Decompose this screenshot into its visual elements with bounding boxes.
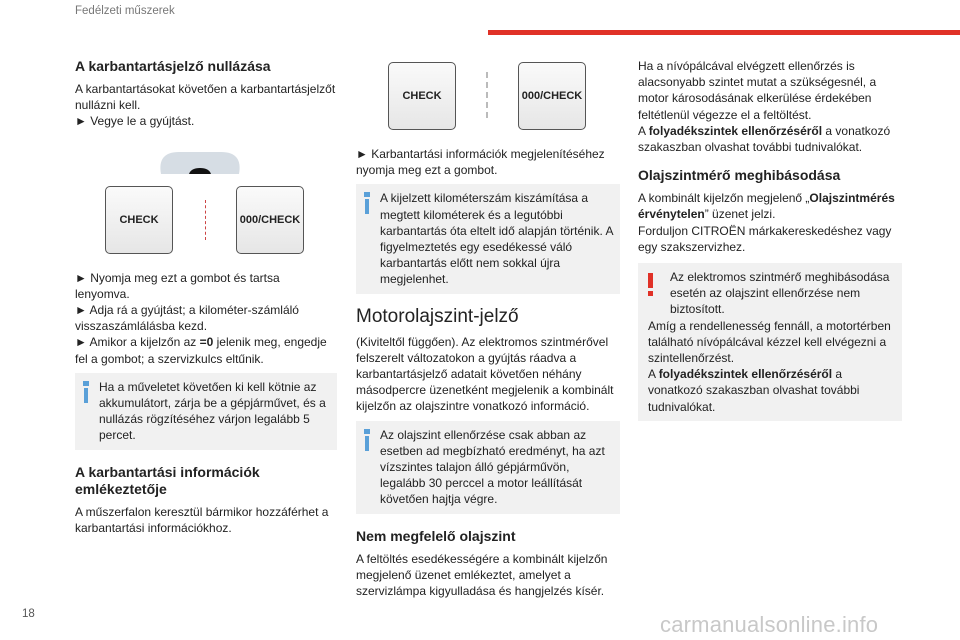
paragraph: ► Karbantartási információk megjelenítéséhez nyomja meg ezt a gombot. [356, 147, 605, 178]
button-illustration [356, 62, 620, 136]
check-button-illustration: CHECK [388, 62, 456, 130]
warning-note: Az elektromos szintmérő meghibásodása esetén az olajszint ellenőrzése nem biztosított. Amíg a rendellenesség fennáll, a motortérben található nívópálcával kézzel kell elvégezni a szintellenőrzést. A folyadékszintek ellenőrzéséről a vonatkozó szakaszban olvashat további tudnivalókat. [638, 263, 902, 421]
header-accent-bar [488, 30, 960, 35]
info-note: Ha a műveletet követően ki kell kötnie az akkumulátort, zárja be a gépjárművet, és a nullázás rögzítéséhez várjon legalább 5 percet. [75, 373, 337, 450]
heading-low-oil: Nem megfelelő olajszint [356, 527, 516, 544]
column-1 [75, 58, 337, 536]
info-note: A kijelzett kilométerszám kiszámítása a megtett kilométerek és a legutóbbi karbantartás óta eltelt idő alapján történik. A figyelmeztetés egy esedékessé váló karbantartás előtt nem sokkal újra megjelenhet. [356, 184, 620, 293]
divider [205, 200, 207, 240]
info-icon [83, 381, 89, 403]
check-button-illustration: CHECK [105, 186, 173, 254]
info-note: Az olajszint ellenőrzése csak abban az esetben ad megbízható eredményt, ha azt vízszintes talajon álló gépjárművön, legalább 30 perccel a motor leállítását követően hajtja végre. [356, 421, 620, 514]
button-illustration [75, 186, 337, 260]
column-2 [356, 54, 620, 599]
heading-oil-level: Motorolajszint-jelző [356, 305, 519, 327]
paragraph: Forduljon CITROËN márkakereskedéshez vagy egy szakszervizhez. [638, 223, 892, 254]
paragraph: ► Nyomja meg ezt a gombot és tartsa lenyomva. [75, 270, 280, 301]
heading-gauge-fault: Olajszintmérő meghibásodása [638, 167, 841, 184]
paragraph: Ha a nívópálcával elvégzett ellenőrzés is alacsonyabb szintet mutat a szükségesnél, a motor károsodásának elkerülése érdekében feltétlenül végezze el a feltöltést. [638, 59, 877, 122]
paragraph: A feltöltés esedékességére a kombinált kijelzőn megjelenő üzenet emlékeztet, amelyet a szervizlámpa kigyulladása és hangjelzés kísér. [356, 551, 608, 599]
info-icon [364, 429, 370, 451]
paragraph: ► Adja rá a gyújtást; a kilométer-számláló visszaszámlálásba kezd. [75, 303, 299, 334]
page-number: 18 [22, 608, 35, 620]
paragraph: ► Vegye le a gyújtást. [75, 114, 195, 129]
key-fob-icon [155, 148, 245, 178]
reset-button-illustration: 000/CHECK [236, 186, 304, 254]
column-3 [638, 58, 902, 431]
running-header: Fedélzeti műszerek [75, 5, 175, 17]
heading-reset: A karbantartásjelző nullázása [75, 58, 271, 74]
divider [486, 72, 488, 120]
paragraph: (Kiviteltől függően). Az elektromos szintmérővel felszerelt változatokon a gyújtás ráadva a karbantartásjelző adatait követően néhány másodpercre üzenetként megjelenik a kombinált kijelzőn az olajszintre vonatkozó információ. [356, 334, 614, 414]
warning-icon [648, 273, 653, 295]
paragraph: A folyadékszintek ellenőrzéséről a vonatkozó szakaszban olvashat további tudnivalókat. [638, 123, 891, 155]
paragraph: A karbantartásokat követően a karbantartásjelzőt nullázni kell. [75, 82, 336, 113]
paragraph: ► Amikor a kijelzőn az =0 jelenik meg, engedje fel a gombot; a szervizkulcs eltűnik. [75, 335, 327, 366]
reset-button-illustration: 000/CHECK [518, 62, 586, 130]
info-icon [364, 192, 370, 214]
watermark: carmanualsonline.info [660, 612, 879, 637]
paragraph: A kombinált kijelzőn megjelenő „Olajszintmérés érvénytelen” üzenet jelzi. [638, 191, 895, 222]
paragraph: A műszerfalon keresztül bármikor hozzáférhet a karbantartási információkhoz. [75, 504, 329, 535]
heading-recall: A karbantartási információk emlékeztetője [75, 463, 260, 497]
